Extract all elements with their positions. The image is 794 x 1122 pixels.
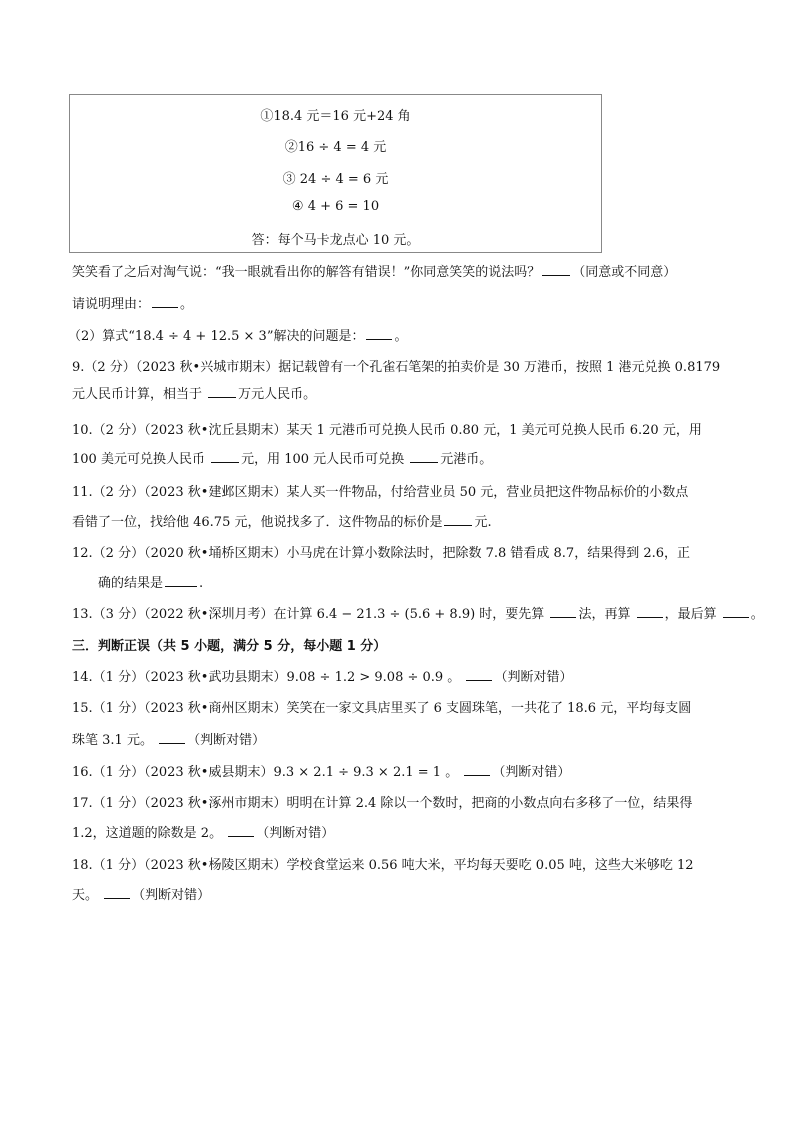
question-11-line-2: 看错了一位，找给他 46.75 元，他说找多了．这件物品的标价是 元. xyxy=(72,515,492,530)
question-8-comment: 笑笑看了之后对淘气说：“我一眼就看出你的解答有错误！”你同意笑笑的说法吗？ （同意或不同意） xyxy=(72,265,677,280)
answer-blank[interactable] xyxy=(542,263,570,276)
answer-blank[interactable] xyxy=(464,763,490,776)
question-18-line-1: 18.（1 分）（2023 秋•杨陵区期末）学校食堂运来 0.56 吨大米，平均每天要吃 0.05 吨，这些大米够吃 12 xyxy=(72,858,694,873)
question-9-line-1: 9.（2 分）（2023 秋•兴城市期末）据记载曾有一个孔雀石笔架的拍卖价是 30 万港币，按照 1 港元兑换 0.8179 xyxy=(72,360,721,375)
answer-blank[interactable] xyxy=(550,605,576,618)
answer-blank[interactable] xyxy=(208,385,236,398)
answer-blank[interactable] xyxy=(444,513,472,526)
solution-step-4: ④ 4 + 6 = 10 xyxy=(291,199,380,214)
answer-blank[interactable] xyxy=(152,295,178,308)
answer-blank[interactable] xyxy=(228,824,254,837)
question-10-line-2: 100 美元可兑换人民币 元，用 100 元人民币可兑换 元港币。 xyxy=(72,452,493,467)
answer-blank[interactable] xyxy=(637,605,663,618)
question-11-line-1: 11.（2 分）（2023 秋•建邺区期末）某人买一件物品，付给营业员 50 元，营业员把这件物品标价的小数点 xyxy=(72,485,689,500)
question-8-part-2: （2）算式“18.4 ÷ 4 + 12.5 × 3”解决的问题是： 。 xyxy=(68,329,408,344)
solution-box xyxy=(69,94,602,253)
question-15-line-1: 15.（1 分）（2023 秋•商州区期末）笑笑在一家文具店里买了 6 支圆珠笔，一共花了 18.6 元，平均每支圆 xyxy=(72,701,692,716)
question-12-line-2: 确的结果是 . xyxy=(98,576,204,591)
question-12-line-1: 12.（2 分）（2020 秋•埇桥区期末）小马虎在计算小数除法时，把除数 7.8 错看成 8.7，结果得到 2.6，正 xyxy=(72,546,691,561)
answer-blank[interactable] xyxy=(410,450,438,463)
question-16: 16.（1 分）（2023 秋•威县期末）9.3 × 2.1 ÷ 9.3 × 2.1 = 1 。 （判断对错） xyxy=(72,765,571,780)
question-14: 14.（1 分）（2023 秋•武功县期末）9.08 ÷ 1.2 > 9.08 ÷ 0.9 。 （判断对错） xyxy=(72,670,573,685)
solution-step-3: ③ 24 ÷ 4 = 6 元 xyxy=(282,172,389,187)
question-18-line-2: 天。 （判断对错） xyxy=(72,888,211,903)
answer-blank[interactable] xyxy=(466,668,492,681)
answer-blank[interactable] xyxy=(104,886,130,899)
answer-blank[interactable] xyxy=(165,574,197,587)
solution-step-1: ①18.4 元＝16 元+24 角 xyxy=(260,109,411,124)
question-8-reason: 请说明理由： 。 xyxy=(72,297,194,312)
question-13: 13.（3 分）（2022 秋•深圳月考）在计算 6.4 − 21.3 ÷ (5.6 + 8.9) 时，要先算 法，再算 ，最后算 。 xyxy=(72,607,764,622)
answer-blank[interactable] xyxy=(723,605,749,618)
question-17-line-2: 1.2，这道题的除数是 2。 （判断对错） xyxy=(72,826,335,841)
answer-blank[interactable] xyxy=(159,731,185,744)
solution-step-2: ②16 ÷ 4 = 4 元 xyxy=(284,140,387,155)
answer-blank[interactable] xyxy=(211,450,239,463)
question-17-line-1: 17.（1 分）（2023 秋•涿州市期末）明明在计算 2.4 除以一个数时，把商的小数点向右多移了一位，结果得 xyxy=(72,796,693,811)
solution-answer: 答：每个马卡龙点心 10 元。 xyxy=(251,233,420,248)
answer-blank[interactable] xyxy=(366,327,392,340)
section-3-title: 三．判断正误（共 5 小题，满分 5 分，每小题 1 分） xyxy=(72,639,387,654)
question-10-line-1: 10.（2 分）（2023 秋•沈丘县期末）某天 1 元港币可兑换人民币 0.80 元，1 美元可兑换人民币 6.20 元，用 xyxy=(72,423,702,438)
question-15-line-2: 珠笔 3.1 元。 （判断对错） xyxy=(72,733,266,748)
question-9-line-2: 元人民币计算，相当于 万元人民币。 xyxy=(72,387,317,402)
